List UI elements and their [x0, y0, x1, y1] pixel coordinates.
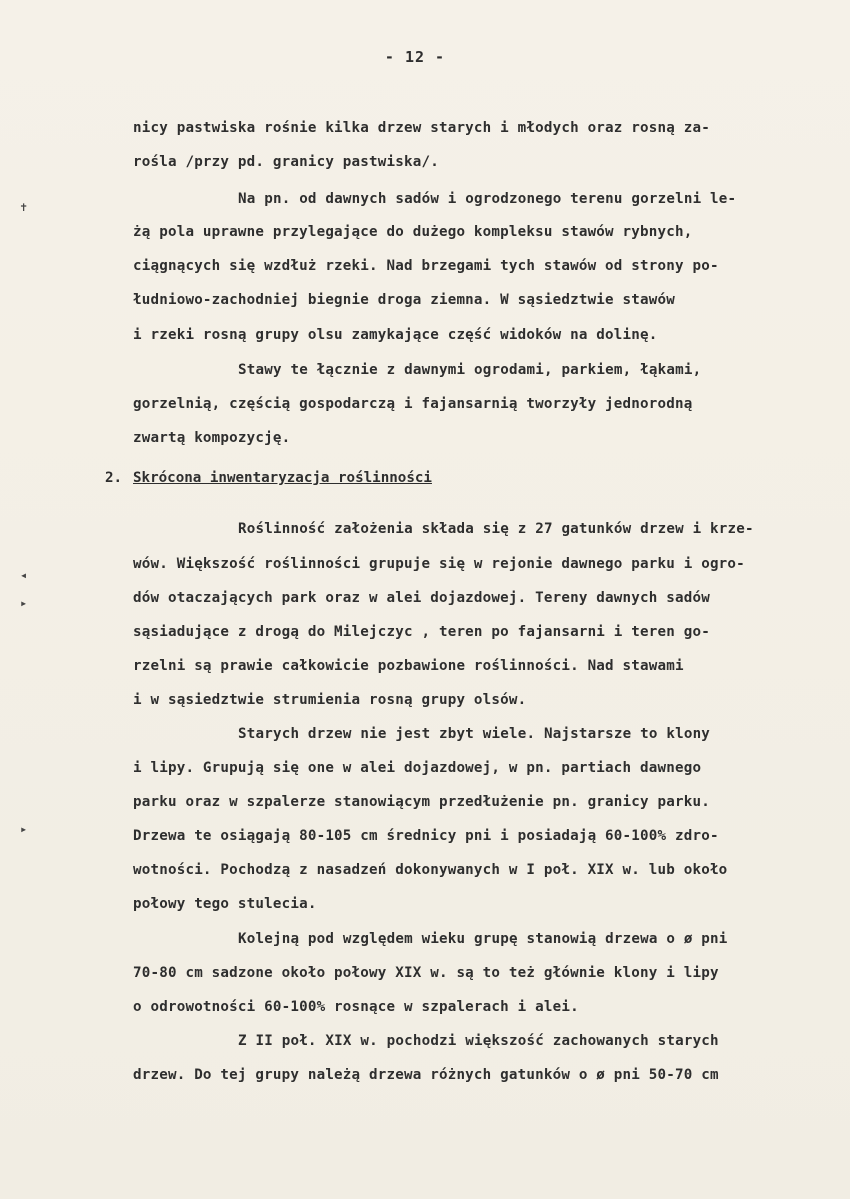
margin-mark: ✝: [20, 200, 28, 214]
text-line: ciągnących się wzdłuż rzeki. Nad brzegami tych stawów od strony po-: [133, 258, 719, 274]
text-line: sąsiadujące z drogą do Milejczyc , teren po fajansarni i teren go-: [133, 624, 710, 640]
text-line: wów. Większość roślinności grupuje się w rejonie dawnego parku i ogro-: [133, 556, 745, 572]
text-line: Starych drzew nie jest zbyt wiele. Najstarsze to klony: [238, 726, 711, 742]
page-number: - 12 -: [384, 48, 446, 66]
text-line: Z II poł. XIX w. pochodzi większość zachowanych starych: [238, 1033, 719, 1049]
text-line: Drzewa te osiągają 80-105 cm średnicy pni i posiadają 60-100% zdro-: [133, 828, 719, 844]
text-line: i rzeki rosną grupy olsu zamykające część widoków na dolinę.: [133, 327, 658, 343]
text-line: Na pn. od dawnych sadów i ogrodzonego terenu gorzelni le-: [238, 191, 737, 207]
text-line: rzelni są prawie całkowicie pozbawione roślinności. Nad stawami: [133, 658, 684, 674]
text-line: i w sąsiedztwie strumienia rosną grupy olsów.: [133, 692, 527, 708]
text-line: żą pola uprawne przylegające do dużego kompleksu stawów rybnych,: [133, 224, 693, 240]
text-line: zwartą kompozycję.: [133, 430, 291, 446]
margin-mark: ▸: [20, 822, 28, 836]
text-line: połowy tego stulecia.: [133, 896, 317, 912]
margin-mark: ▸: [20, 596, 28, 610]
text-line: Roślinność założenia składa się z 27 gatunków drzew i krze-: [238, 521, 754, 537]
text-line: o odrowotności 60-100% rosnące w szpalerach i alei.: [133, 999, 579, 1015]
text-line: drzew. Do tej grupy należą drzewa różnych gatunków o ø pni 50-70 cm: [133, 1067, 719, 1083]
text-line: dów otaczających park oraz w alei dojazdowej. Tereny dawnych sadów: [133, 590, 710, 606]
text-line: łudniowo-zachodniej biegnie droga ziemna. W sąsiedztwie stawów: [133, 292, 675, 308]
text-line: rośla /przy pd. granicy pastwiska/.: [133, 154, 439, 170]
section-title: Skrócona inwentaryzacja roślinności: [133, 470, 432, 486]
text-line: gorzelnią, częścią gospodarczą i fajansarnią tworzyły jednorodną: [133, 396, 693, 412]
text-line: parku oraz w szpalerze stanowiącym przedłużenie pn. granicy parku.: [133, 794, 710, 810]
text-line: Stawy te łącznie z dawnymi ogrodami, parkiem, łąkami,: [238, 362, 702, 378]
text-line: i lipy. Grupują się one w alei dojazdowej, w pn. partiach dawnego: [133, 760, 702, 776]
margin-mark: ◂: [20, 568, 28, 582]
section-number: 2.: [105, 470, 123, 486]
text-line: nicy pastwiska rośnie kilka drzew starych i młodych oraz rosną za-: [133, 120, 710, 136]
text-line: Kolejną pod względem wieku grupę stanowią drzewa o ø pni: [238, 931, 728, 947]
text-line: wotności. Pochodzą z nasadzeń dokonywanych w I poł. XIX w. lub około: [133, 862, 728, 878]
text-line: 70-80 cm sadzone około połowy XIX w. są to też głównie klony i lipy: [133, 965, 719, 981]
